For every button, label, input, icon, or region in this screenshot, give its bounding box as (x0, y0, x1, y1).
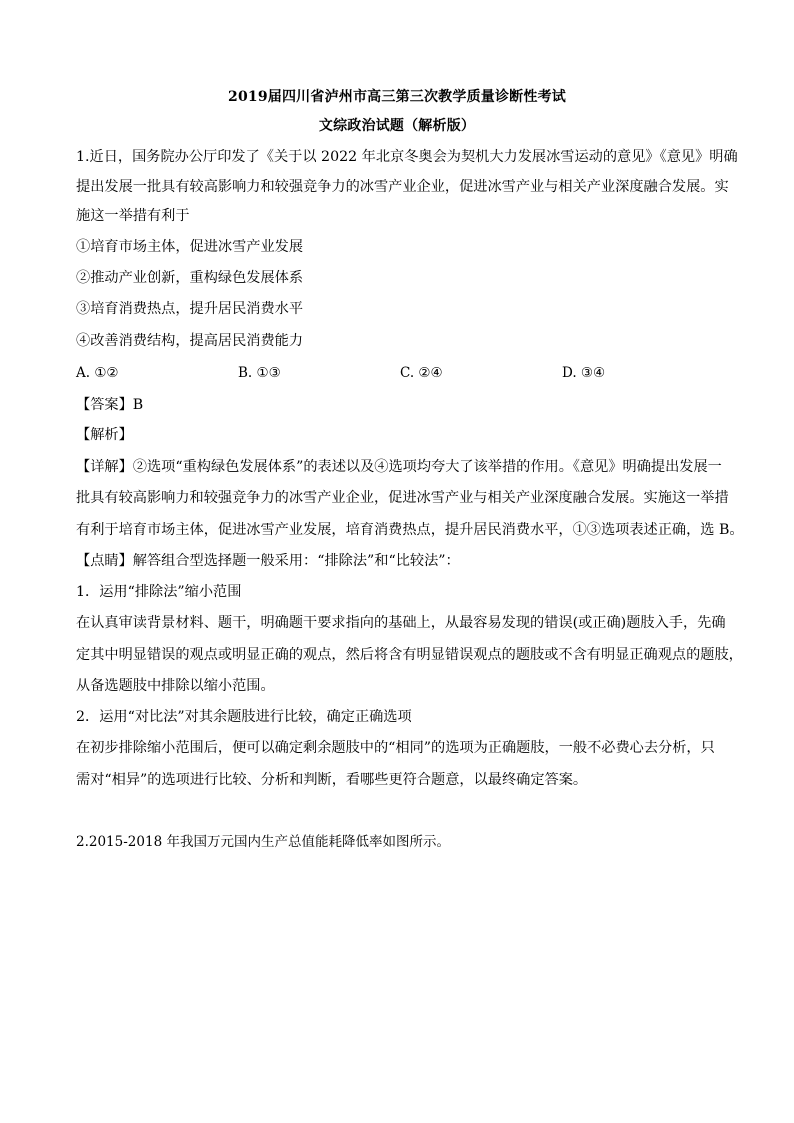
q1-tip-method1-line: 从备选题肢中排除以缩小范围。 (76, 678, 275, 694)
q1-detail-line: 批具有较高影响力和较强竞争力的冰雪产业企业，促进冰雪产业与相关产业深度融合发展。实施这一举措 (76, 490, 729, 506)
q1-tip-method2-line: 需对“相异”的选项进行比较、分析和判断，看哪些更符合题意，以最终确定答案。 (76, 772, 588, 788)
q1-answer: 【答案】B (76, 397, 144, 413)
q1-detail-line: 有利于培育市场主体，促进冰雪产业发展，培育消费热点，提升居民消费水平，①③选项表述正确，选 B。 (76, 522, 744, 538)
q1-stem-line: 提出发展一批具有较高影响力和较强竞争力的冰雪产业企业，促进冰雪产业与相关产业深度融合发展。实 (76, 179, 729, 195)
q1-tip-method2-line: 在初步排除缩小范围后，便可以确定剩余题肢中的“相同”的选项为正确题肢，一般不必费心去分析，只 (76, 740, 715, 756)
q1-tip-method1-line: 在认真审读背景材料、题干，明确题干要求指向的基础上，从最容易发现的错误(或正确)题肢入手，先确 (76, 615, 726, 631)
q1-stem-line: 1.近日，国务院办公厅印发了《关于以 2022 年北京冬奥会为契机大力发展冰雪运动的意见》《意见》明确 (76, 149, 738, 165)
q1-detail-line: 【详解】②选项“重构绿色发展体系”的表述以及④选项均夸大了该举措的作用。《意见》明确提出发展一 (76, 459, 722, 475)
q1-stem-line: 施这一举措有利于 (76, 208, 190, 224)
q1-option-d: D. ③④ (562, 365, 606, 381)
q1-statement: ②推动产业创新，重构绿色发展体系 (76, 270, 304, 286)
q1-statement: ①培育市场主体，促进冰雪产业发展 (76, 239, 304, 255)
q1-tip-heading: 【点睛】解答组合型选择题一般采用：“排除法”和“比较法”： (76, 553, 460, 569)
q1-tip-method1-line: 定其中明显错误的观点或明显正确的观点，然后将含有明显错误观点的题肢或不含有明显正确观点的题肢， (76, 647, 743, 663)
q1-option-c: C. ②④ (400, 365, 443, 381)
q1-tip-method2-title: 2．运用“对比法”对其余题肢进行比较，确定正确选项 (76, 709, 412, 725)
q1-statement: ④改善消费结构，提高居民消费能力 (76, 333, 304, 349)
q1-analysis-label: 【解析】 (76, 427, 133, 443)
q1-tip-method1-title: 1．运用“排除法”缩小范围 (76, 584, 242, 600)
q1-statement: ③培育消费热点，提升居民消费水平 (76, 301, 304, 317)
q1-option-b: B. ①③ (238, 365, 281, 381)
q1-option-a: A. ①② (76, 365, 119, 381)
document-subtitle: 文综政治试题（解析版） (318, 118, 476, 134)
document-title: 2019届四川省泸州市高三第三次教学质量诊断性考试 (228, 89, 566, 105)
q2-stem: 2.2015-2018 年我国万元国内生产总值能耗降低率如图所示。 (76, 834, 450, 850)
